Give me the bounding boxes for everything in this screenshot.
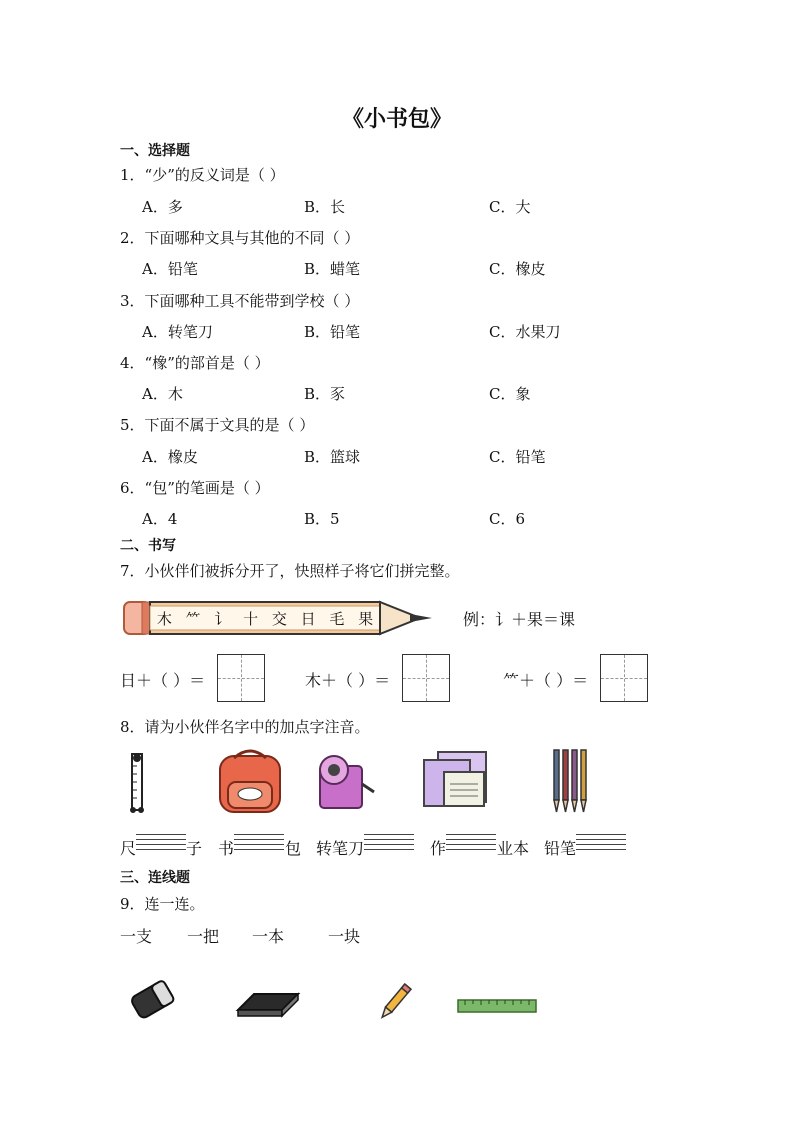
- question-2: 2．下面哪种文具与其他的不同（ ）: [120, 229, 360, 247]
- measure-3: 一本: [252, 927, 285, 946]
- question-4: 4．“橡”的部首是（ ）: [120, 354, 270, 372]
- q2-option-c: C．橡皮: [489, 260, 546, 278]
- measure-2: 一把: [187, 927, 220, 946]
- q4-option-b: B．豕: [304, 385, 346, 403]
- pencil-char-5: 交: [271, 609, 287, 628]
- pinyin-blank-4[interactable]: [446, 834, 496, 852]
- pencils-image: [550, 746, 590, 820]
- answer-box-1[interactable]: [217, 654, 265, 702]
- answer-box-2[interactable]: [402, 654, 450, 702]
- word-1-after: 子: [186, 839, 203, 858]
- pencil-illustration: [120, 598, 440, 638]
- q6-option-b: B．5: [304, 510, 340, 528]
- pencil-char-1: 木: [156, 609, 172, 628]
- answer-box-3[interactable]: [600, 654, 648, 702]
- section-heading-choice: 一、选择题: [120, 143, 190, 159]
- word-5-before: 铅笔: [544, 839, 577, 858]
- q4-option-c: C．象: [489, 385, 531, 403]
- q6-option-a: A．4: [142, 510, 178, 528]
- measure-1: 一支: [120, 927, 153, 946]
- section-heading-matching: 三、连线题: [120, 870, 190, 886]
- q6-option-c: C．6: [489, 510, 526, 528]
- question-6: 6．“包”的笔画是（ ）: [120, 479, 270, 497]
- pencil-char-2: ⺮: [185, 609, 201, 628]
- example-equation: 例：讠＋果＝课: [463, 610, 576, 629]
- equation-1: 日＋（ ）＝: [120, 671, 206, 690]
- pencil-char-6: 日: [300, 609, 316, 628]
- word-2-before: 书: [218, 839, 235, 858]
- sharpener-image: [312, 748, 378, 818]
- q3-option-b: B．铅笔: [304, 323, 361, 341]
- pencil-char-7: 毛: [329, 609, 345, 628]
- pencil-char-8: 果: [358, 609, 374, 628]
- q5-option-b: B．篮球: [304, 448, 361, 466]
- eraser-image: [120, 978, 184, 1028]
- backpack-image: [214, 748, 286, 820]
- q3-option-a: A．转笔刀: [142, 323, 213, 341]
- q1-option-b: B．长: [304, 198, 346, 216]
- pencil-image: [374, 980, 416, 1028]
- book-image: [234, 988, 302, 1024]
- measure-4: 一块: [328, 927, 361, 946]
- word-2-after: 包: [285, 839, 302, 858]
- question-5: 5．下面不属于文具的是（ ）: [120, 416, 315, 434]
- pinyin-blank-2[interactable]: [234, 834, 284, 852]
- ruler-image: [126, 750, 148, 818]
- ruler-green-image: [457, 998, 537, 1017]
- word-4-after: 业本: [497, 839, 530, 858]
- equation-3: ⺮＋（ ）＝: [503, 671, 589, 690]
- question-1: 1．“少”的反义词是（ ）: [120, 166, 285, 184]
- q1-option-c: C．大: [489, 198, 531, 216]
- q5-option-a: A．橡皮: [142, 448, 198, 466]
- pencil-char-4: 十: [243, 609, 259, 628]
- pinyin-blank-1[interactable]: [136, 834, 186, 852]
- question-3: 3．下面哪种工具不能带到学校（ ）: [120, 292, 360, 310]
- notebooks-image: [420, 750, 490, 814]
- q2-option-a: A．铅笔: [142, 260, 198, 278]
- q5-option-c: C．铅笔: [489, 448, 546, 466]
- word-1-before: 尺: [120, 839, 137, 858]
- pinyin-blank-5[interactable]: [576, 834, 626, 852]
- pencil-char-3: 讠: [214, 609, 230, 628]
- word-4-before: 作: [430, 839, 447, 858]
- question-9: 9．连一连。: [120, 895, 205, 913]
- q2-option-b: B．蜡笔: [304, 260, 361, 278]
- q4-option-a: A．木: [142, 385, 183, 403]
- page-title: 《小书包》: [341, 107, 452, 132]
- question-7: 7．小伙伴们被拆分开了，快照样子将它们拼完整。: [120, 562, 460, 580]
- question-8: 8．请为小伙伴名字中的加点字注音。: [120, 718, 370, 736]
- q1-option-a: A．多: [142, 198, 183, 216]
- equation-2: 木＋（ ）＝: [305, 671, 391, 690]
- section-heading-writing: 二、书写: [120, 538, 176, 554]
- q3-option-c: C．水果刀: [489, 323, 561, 341]
- word-3-before: 转笔刀: [316, 839, 365, 858]
- pinyin-blank-3[interactable]: [364, 834, 414, 852]
